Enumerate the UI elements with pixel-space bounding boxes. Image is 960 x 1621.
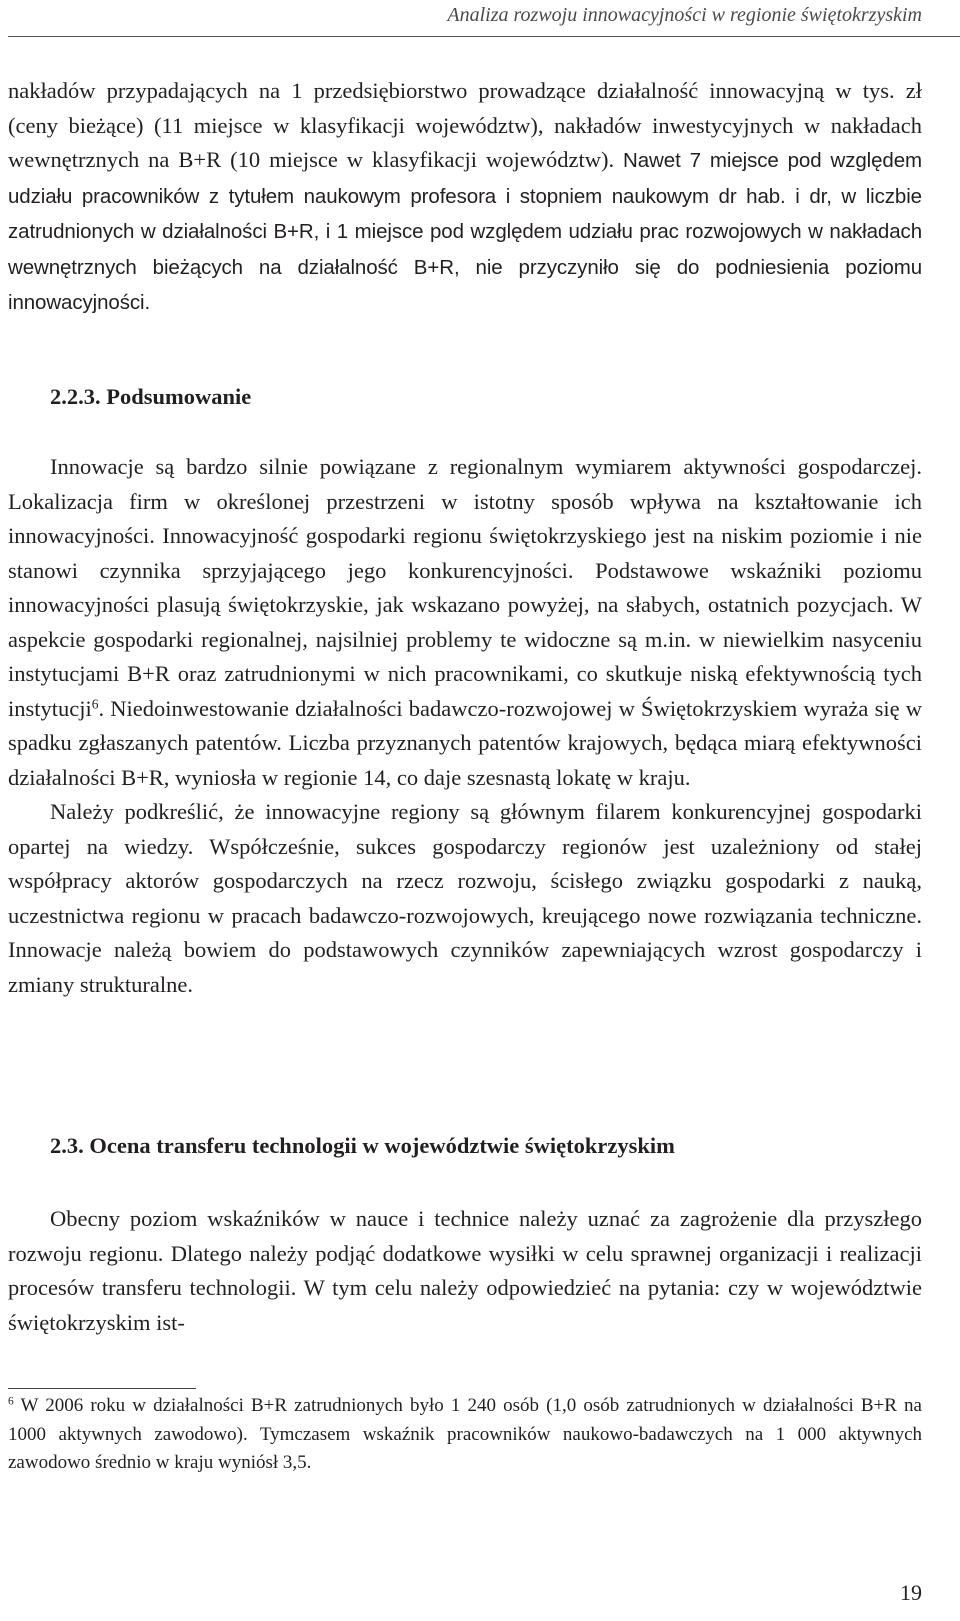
paragraph-block-3 (8, 1202, 922, 1340)
paragraph-2-text-a: Innowacje są bardzo silnie powiązane z regionalnym wymiarem aktywności gospodarczej. Lokalizacja firm w określonej przestrzeni w istotny sposób wpływa na kształtowanie ich innowacyjności. Innowacyjność gospodarki regionu świętokrzyskiego jest na niskim poziomie i nie stanowi czynnika sprzyjającego jego konkurencyjności. Podstawowe wskaźniki poziomu innowacyjności plasują świętokrzyskie, jak wskazano powyżej, na słabych, ostatnich pozycjach. W aspekcie gospodarki regionalnej, najsilniej problemy te widoczne są m.in. w niewielkim nasyceniu instytucjami B+R oraz zatrudnionymi w nich pracownikami, co skutkuje niską efektywnością tych instytucji (8, 454, 922, 721)
footnote-rule (8, 1388, 196, 1389)
footnote-reference[interactable]: 6 (91, 696, 99, 712)
footnote-number: 6 (8, 1395, 14, 1408)
paragraph-block-1 (8, 74, 922, 321)
paragraph-3: Należy podkreślić, że innowacyjne regiony są głównym filarem konkurencyjnej gospodarki opartej na wiedzy. Współcześnie, sukces gospodarczy regionów jest uzależniony od stałej współpracy aktorów gospodarczych na rzecz rozwoju, ścisłego związku gospodarki z nauką, uczestnictwa regionu w pracach badawczo-rozwojowych, kreującego nowe rozwiązania techniczne. Innowacje należą bowiem do podstawowych czynników zapewniających wzrost gospodarczy i zmiany strukturalne. (8, 799, 922, 997)
header-rule (8, 36, 960, 37)
section-heading-2-2-3: 2.2.3. Podsumowanie (50, 384, 252, 409)
paragraph-2-text-b: . Niedoinwestowanie działalności badawczo-rozwojowej w Świętokrzyskiem wyraża się w spadku zgłaszanych patentów. Liczba przyznanych patentów krajowych, będąca miarą efektywności działalności B+R, wyniosła w regionie 14, co daje szesnastą lokatę w kraju. (8, 695, 922, 790)
paragraph-1 (8, 74, 922, 321)
page-number: 19 (900, 1580, 922, 1605)
footnote-text: W 2006 roku w działalności B+R zatrudnionych było 1 240 osób (1,0 osób zatrudnionych w działalności B+R na 1000 aktywnych zawodowo). Tymczasem wskaźnik pracowników naukowo-badawczych na 1 000 aktywnych zawodowo średnio w kraju wyniósł 3,5. (8, 1395, 922, 1474)
paragraph-block-2 (8, 450, 922, 1002)
paragraph-2 (8, 450, 922, 795)
footnote (8, 1392, 922, 1478)
paragraph-1-serif-text: nakładów przypadających na 1 przedsiębiorstwo prowadzące działalność innowacyjną w tys. zł (ceny bieżące) (11 miejsce w klasyfikacji województw), nakładów inwestycyjnych w nakładach wewnętrznych na B+R (10 miejsce w klasyfikacji województw). (8, 78, 922, 172)
paragraph-1-sans-text: Nawet 7 miejsce pod względem udziału pracowników z tytułem naukowym profesora i stopniem naukowym dr hab. i dr, w liczbie zatrudnionych w działalności B+R, i 1 miejsce pod względem udziału prac rozwojowych w nakładach wewnętrznych bieżących na działalność B+R, nie przyczyniło się do podniesienia poziomu innowacyjności. (8, 149, 922, 314)
running-header: Analiza rozwoju innowacyjności w regionie świętokrzyskim (447, 4, 922, 26)
paragraph-4: Obecny poziom wskaźników w nauce i technice należy uznać za zagrożenie dla przyszłego rozwoju regionu. Dlatego należy podjąć dodatkowe wysiłki w celu sprawnej organizacji i realizacji procesów transferu technologii. W tym celu należy odpowiedzieć na pytania: czy w województwie świętokrzyskim ist- (8, 1206, 922, 1335)
section-heading-2-3: 2.3. Ocena transferu technologii w województwie świętokrzyskim (50, 1133, 675, 1158)
